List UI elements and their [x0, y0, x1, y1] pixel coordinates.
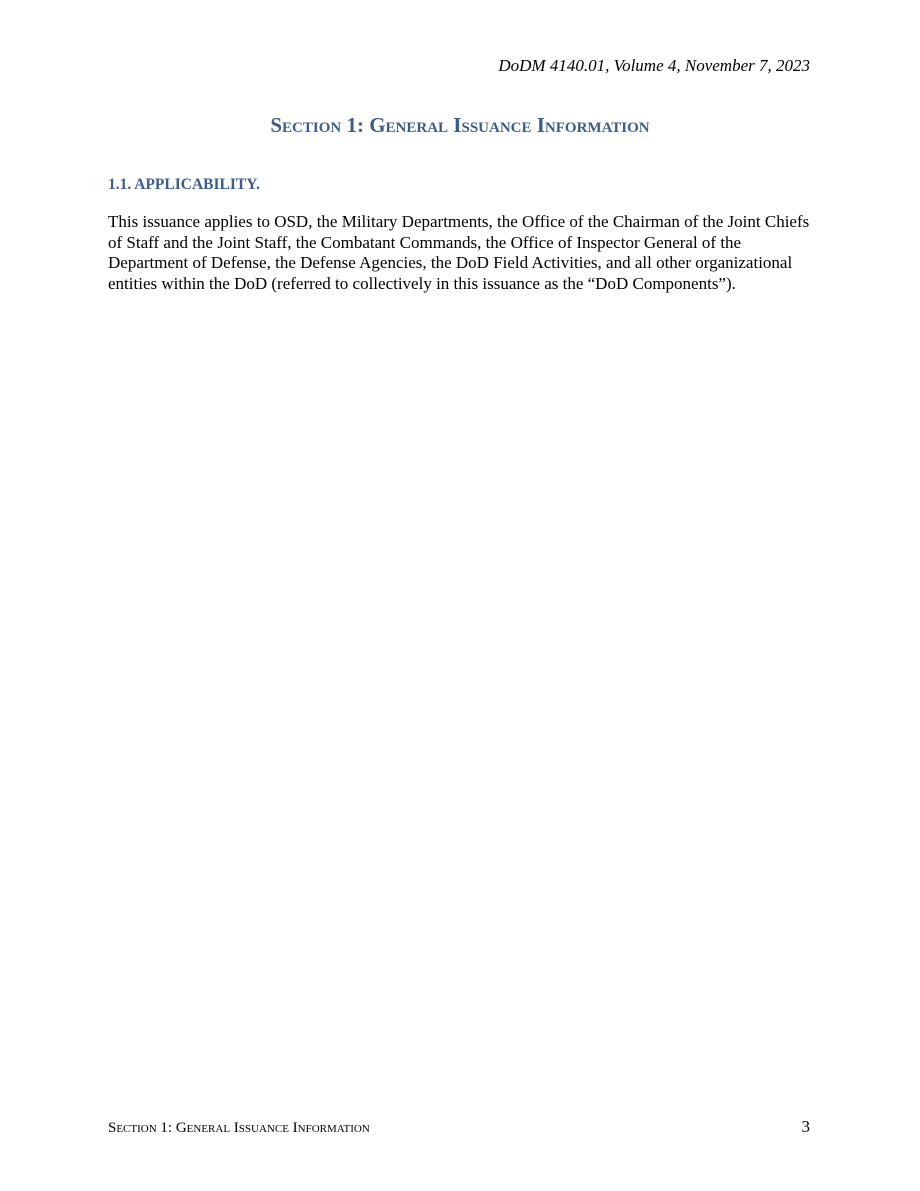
running-header: DoDM 4140.01, Volume 4, November 7, 2023	[498, 56, 810, 75]
section-title: Section 1: General Issuance Information	[270, 113, 650, 137]
page-number: 3	[801, 1117, 810, 1136]
subsection-heading: 1.1. APPLICABILITY.	[108, 176, 260, 193]
applicability-paragraph: This issuance applies to OSD, the Military Departments, the Office of the Chairman of the Joint Chiefs of Staff and the Joint Staff, the Combatant Commands, the Office of Inspector General of the Department of Defense, the Defense Agencies, the DoD Field Activities, and all other organizational entities within the DoD (referred to collectively in this issuance as the “DoD Components”).	[108, 212, 810, 293]
running-footer: Section 1: General Issuance Information	[108, 1120, 370, 1136]
